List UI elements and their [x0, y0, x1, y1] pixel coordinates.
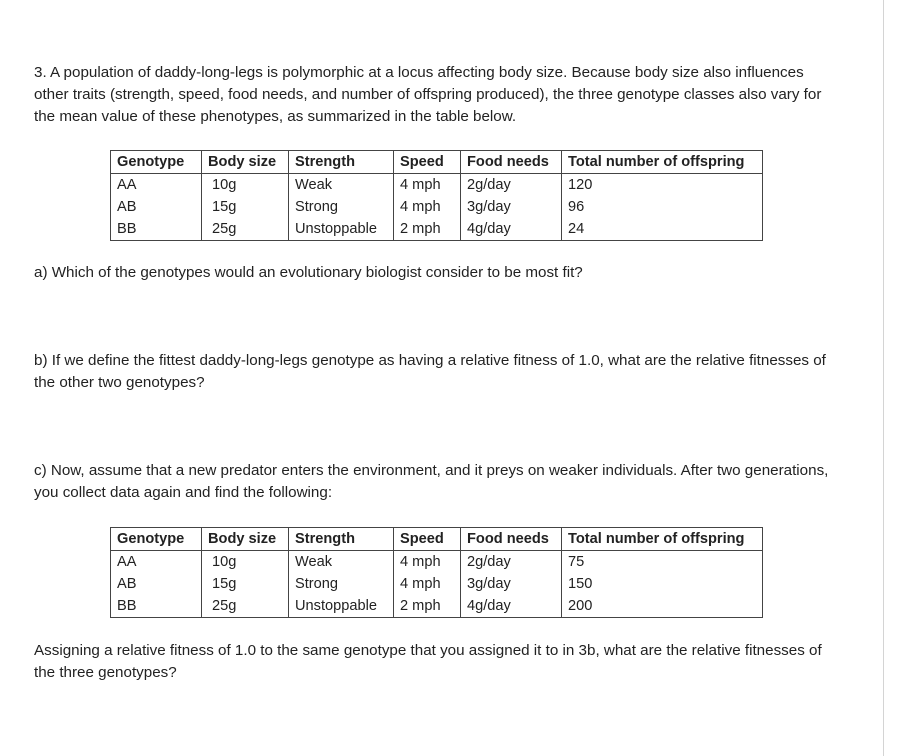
cell-strength: Unstoppable: [289, 595, 394, 618]
header-food-needs: Food needs: [461, 151, 562, 174]
cell-genotype: BB: [111, 595, 202, 618]
cell-offspring: 96: [562, 196, 763, 218]
cell-body-size: 25g: [202, 595, 289, 618]
cell-offspring: 120: [562, 174, 763, 197]
cell-body-size: 15g: [202, 196, 289, 218]
header-strength: Strength: [289, 151, 394, 174]
cell-body-size: 10g: [202, 551, 289, 574]
cell-food-needs: 4g/day: [461, 218, 562, 241]
table-header-row: [111, 151, 763, 174]
cell-food-needs: 3g/day: [461, 573, 562, 595]
table-header-row: [111, 528, 763, 551]
header-speed: Speed: [394, 528, 461, 551]
page-edge-divider: [883, 0, 884, 756]
cell-strength: Weak: [289, 174, 394, 197]
header-speed: Speed: [394, 151, 461, 174]
table-row: [111, 196, 763, 218]
question-c: c) Now, assume that a new predator enters the environment, and it preys on weaker individuals. After two generations, you collect data again and find the following:: [34, 462, 829, 501]
cell-food-needs: 3g/day: [461, 196, 562, 218]
cell-speed: 4 mph: [394, 573, 461, 595]
header-food-needs: Food needs: [461, 528, 562, 551]
cell-strength: Strong: [289, 573, 394, 595]
cell-food-needs: 2g/day: [461, 174, 562, 197]
header-total-offspring: Total number of offspring: [562, 528, 763, 551]
table-row: [111, 218, 763, 241]
cell-offspring: 150: [562, 573, 763, 595]
question-b: b) If we define the fittest daddy-long-legs genotype as having a relative fitness of 1.0, what are the relative fitnesses of the other two genotypes?: [34, 352, 826, 391]
cell-speed: 4 mph: [394, 174, 461, 197]
cell-genotype: AA: [111, 551, 202, 574]
cell-speed: 2 mph: [394, 218, 461, 241]
genotype-table-after-predator: [110, 527, 763, 618]
cell-body-size: 25g: [202, 218, 289, 241]
header-genotype: Genotype: [111, 151, 202, 174]
table-row: [111, 573, 763, 595]
header-body-size: Body size: [202, 151, 289, 174]
cell-offspring: 24: [562, 218, 763, 241]
closing-question: Assigning a relative fitness of 1.0 to the same genotype that you assigned it to in 3b, what are the relative fitnesses of the three genotypes?: [34, 642, 822, 681]
genotype-table-initial: [110, 150, 763, 241]
table-row: [111, 174, 763, 197]
header-total-offspring: Total number of offspring: [562, 151, 763, 174]
cell-strength: Strong: [289, 196, 394, 218]
cell-offspring: 200: [562, 595, 763, 618]
cell-genotype: BB: [111, 218, 202, 241]
header-body-size: Body size: [202, 528, 289, 551]
cell-speed: 4 mph: [394, 551, 461, 574]
header-strength: Strength: [289, 528, 394, 551]
cell-speed: 2 mph: [394, 595, 461, 618]
cell-strength: Unstoppable: [289, 218, 394, 241]
cell-speed: 4 mph: [394, 196, 461, 218]
intro-paragraph: 3. A population of daddy-long-legs is polymorphic at a locus affecting body size. Because body size also influences other traits (strength, speed, food needs, and number of offspring produced), the three genotype classes also vary for the mean value of these phenotypes, as summarized in the table below.: [34, 64, 822, 125]
cell-body-size: 10g: [202, 174, 289, 197]
table-row: [111, 595, 763, 618]
cell-food-needs: 4g/day: [461, 595, 562, 618]
cell-genotype: AB: [111, 196, 202, 218]
question-a: a) Which of the genotypes would an evolutionary biologist consider to be most fit?: [34, 264, 583, 281]
table-row: [111, 551, 763, 574]
cell-strength: Weak: [289, 551, 394, 574]
cell-genotype: AB: [111, 573, 202, 595]
cell-food-needs: 2g/day: [461, 551, 562, 574]
cell-offspring: 75: [562, 551, 763, 574]
cell-body-size: 15g: [202, 573, 289, 595]
header-genotype: Genotype: [111, 528, 202, 551]
cell-genotype: AA: [111, 174, 202, 197]
